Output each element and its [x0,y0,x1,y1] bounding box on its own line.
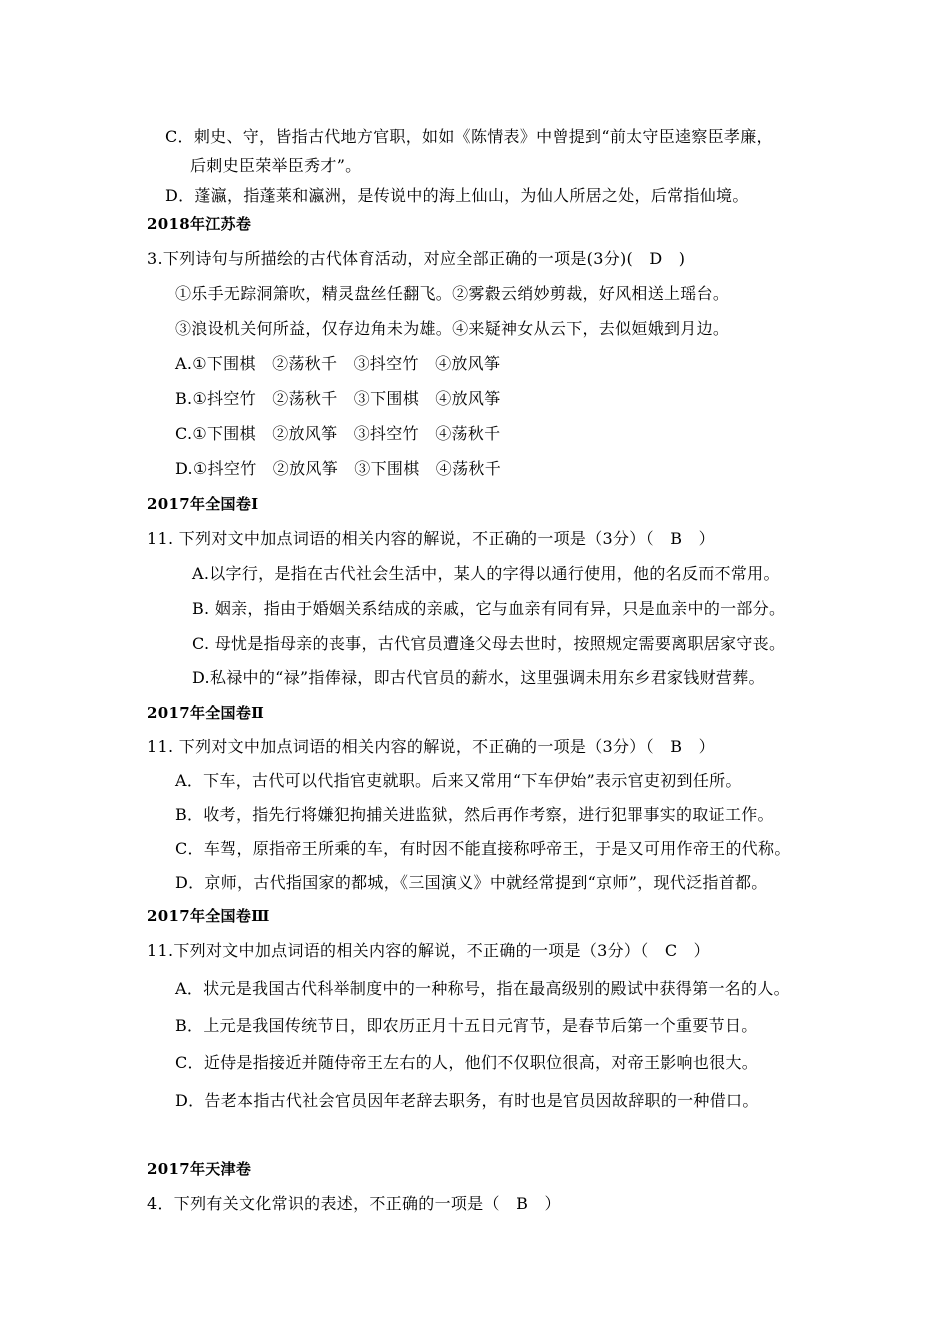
question-11: 11. 下列对文中加点词语的相关内容的解说，不正确的一项是（3分）（ B ） [147,737,715,756]
option-b: B. 姻亲，指由于婚姻关系结成的亲戚，它与血亲有同有异，只是血亲中的一部分。 [192,599,786,618]
option-b: B．上元是我国传统节日，即农历正月十五日元宵节，是春节后第一个重要节日。 [175,1016,758,1035]
section-heading-tianjin-2017: 2017年天津卷 [147,1160,252,1178]
option-b: B．收考，指先行将嫌犯拘捕关进监狱，然后再作考察，进行犯罪事实的取证工作。 [175,805,774,824]
option-a: A．状元是我国古代科举制度中的一种称号，指在最高级别的殿试中获得第一名的人。 [175,979,790,998]
option-c-line2: 后刺史臣荣举臣秀才”。 [190,156,362,175]
option-c: C．近侍是指接近并随侍帝王左右的人，他们不仅职位很高，对帝王影响也很大。 [175,1053,759,1072]
section-heading-national3-2017: 2017年全国卷Ⅲ [147,907,270,925]
question-4: 4．下列有关文化常识的表述，不正确的一项是（ B ） [147,1194,561,1213]
section-heading-national1-2017: 2017年全国卷Ⅰ [147,495,259,513]
option-c-line1: C．刺史、守，皆指古代地方官职，如如《陈情表》中曾提到“前太守臣逵察臣孝廉， [165,127,773,146]
option-c: C. 母忧是指母亲的丧事，古代官员遭逢父母去世时，按照规定需要离职居家守丧。 [192,634,786,653]
question-11: 11. 下列对文中加点词语的相关内容的解说，不正确的一项是（3分）（ B ） [147,529,715,548]
option-d: D．京师，古代指国家的都城，《三国演义》中就经常提到“京师”，现代泛指首都。 [175,873,768,892]
option-b: B.①抖空竹 ②荡秋千 ③下围棋 ④放风筝 [175,389,501,408]
option-a: A.以字行，是指在古代社会生活中，某人的字得以通行使用，他的名反而不常用。 [192,564,780,583]
question-11: 11.下列对文中加点词语的相关内容的解说，不正确的一项是（3分）（ C ） [147,941,710,960]
option-d: D．告老本指古代社会官员因年老辞去职务，有时也是官员因故辞职的一种借口。 [175,1091,759,1110]
option-d: D.私禄中的“禄”指俸禄，即古代官员的薪水，这里强调未用东乡君家钱财营葬。 [192,668,765,687]
option-a: A.①下围棋 ②荡秋千 ③抖空竹 ④放风筝 [175,354,501,373]
section-heading-jiangsu-2018: 2018年江苏卷 [147,215,252,233]
option-a: A．下车，古代可以代指官吏就职。后来又常用“下车伊始”表示官吏初到任所。 [175,771,742,790]
poem-line-2: ③浪设机关何所益，仅存边角未为雄。④来疑神女从云下，去似姮娥到月边。 [175,319,730,338]
question-3: 3.下列诗句与所描绘的古代体育活动，对应全部正确的一项是(3分)( D ) [147,249,686,268]
poem-line-1: ①乐手无踪洞箫吹，精灵盘丝任翻飞。②雾縠云绡妙剪裁，好风相送上瑶台。 [175,284,730,303]
section-heading-national2-2017: 2017年全国卷Ⅱ [147,704,265,722]
option-d: D.①抖空竹 ②放风筝 ③下围棋 ④荡秋千 [175,459,501,478]
option-d: D．蓬瀛，指蓬莱和瀛洲，是传说中的海上仙山，为仙人所居之处，后常指仙境。 [165,186,749,205]
option-c: C.①下围棋 ②放风筝 ③抖空竹 ④荡秋千 [175,424,501,443]
option-c: C．车驾，原指帝王所乘的车，有时因不能直接称呼帝王，于是又可用作帝王的代称。 [175,839,791,858]
